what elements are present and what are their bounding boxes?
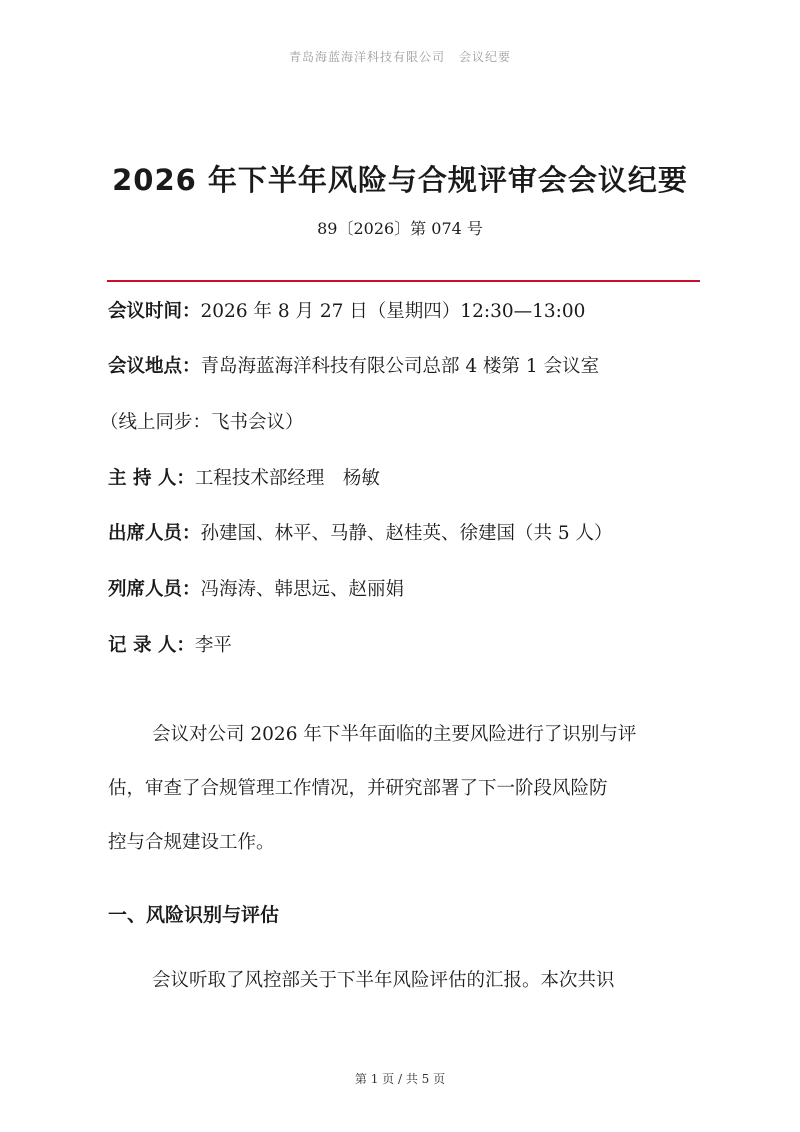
meeting-time-label: 会议时间： — [108, 301, 201, 322]
intro-paragraph — [108, 708, 702, 870]
attendees-value: 孙建国、林平、马静、赵桂英、徐建国（共 5 人） — [200, 523, 613, 544]
section-1-paragraph — [108, 954, 702, 1008]
header-company: 青岛海蓝海洋科技有限公司 — [288, 50, 445, 64]
section-1-heading: 一、风险识别与评估 — [108, 904, 280, 926]
meeting-place-value: 青岛海蓝海洋科技有限公司总部 4 楼第 1 会议室 — [200, 356, 600, 377]
meeting-place-online-row — [100, 408, 304, 434]
intro-line-2: 估，审查了合规管理工作情况，并研究部署了下一阶段风险防 — [108, 778, 608, 799]
recorder-value: 李平 — [194, 635, 232, 656]
document-number: 89〔2026〕第 074 号 — [317, 219, 483, 238]
intro-line-1: 会议对公司 2026 年下半年面临的主要风险进行了识别与评 — [152, 724, 637, 745]
recorder-row — [108, 631, 232, 657]
observers-row — [108, 575, 404, 601]
red-divider — [107, 280, 700, 282]
host-row — [108, 464, 380, 490]
attendees-row — [108, 519, 613, 545]
meeting-place-row — [108, 352, 599, 378]
host-label: 主 持 人： — [108, 468, 195, 489]
observers-label: 列席人员： — [108, 579, 201, 600]
page-footer: 第 1 页 / 共 5 页 — [354, 1072, 446, 1086]
section-1-line-1: 会议听取了风控部关于下半年风险评估的汇报。本次共识 — [152, 970, 615, 991]
header-doc-type: 会议纪要 — [459, 50, 512, 64]
meeting-time-value: 2026 年 8 月 27 日（星期四）12:30—13:00 — [200, 301, 586, 322]
meeting-place-online: （线上同步：飞书会议） — [100, 412, 304, 433]
meeting-time-row — [108, 297, 585, 323]
intro-line-3: 控与合规建设工作。 — [108, 832, 275, 853]
recorder-label: 记 录 人： — [108, 635, 195, 656]
observers-value: 冯海涛、韩思远、赵丽娟 — [200, 579, 405, 600]
attendees-label: 出席人员： — [108, 523, 201, 544]
host-value: 工程技术部经理 杨敏 — [194, 468, 380, 489]
page-header — [0, 48, 800, 65]
meeting-place-label: 会议地点： — [108, 356, 201, 377]
document-title: 2026 年下半年风险与合规评审会会议纪要 — [112, 163, 688, 197]
